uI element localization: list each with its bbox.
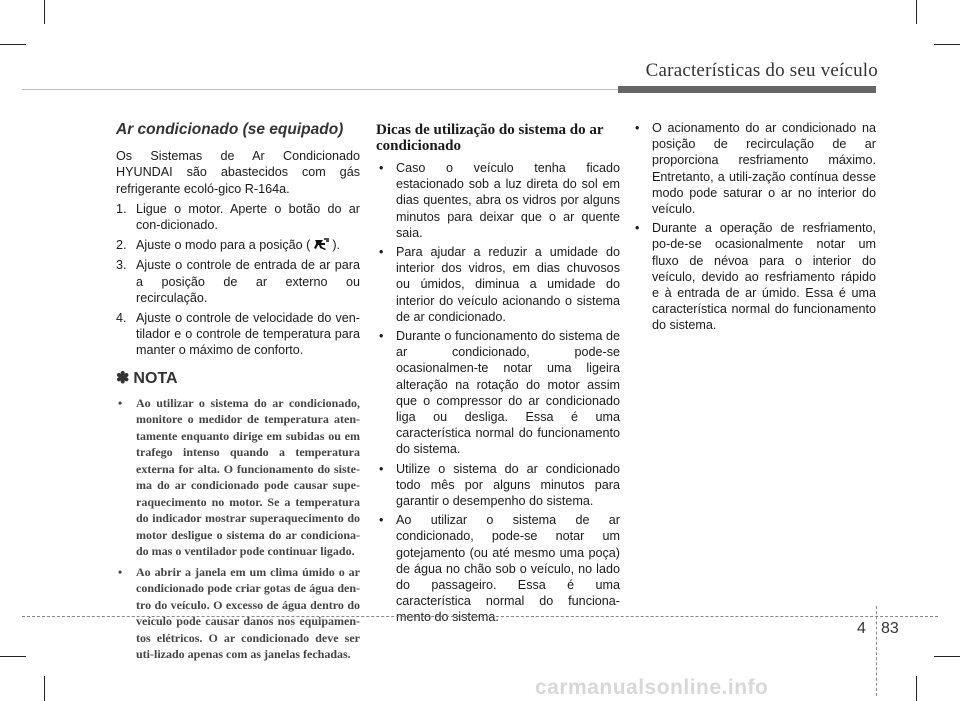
step-number: 1. bbox=[116, 201, 127, 216]
section-title: Ar condicionado (se equipado) bbox=[116, 121, 344, 138]
step-item bbox=[116, 237, 360, 253]
crop-mark bbox=[44, 0, 45, 24]
crop-mark bbox=[934, 656, 960, 657]
bullet: • bbox=[379, 329, 384, 344]
bullet: • bbox=[118, 564, 123, 579]
step-text: Ajuste o controle de velocidade do ven-tilador e o controle de temperatura para manter o máximo de conforto. bbox=[136, 311, 360, 358]
tip-text: Caso o veículo tenha ficado estacionado sob a luz direta do sol em dias quentes, abra os vidros por alguns minutos para deixar que o ar quente saia. bbox=[396, 161, 620, 240]
tip-text: O acionamento do ar condicionado na posição de recirculação de ar proporciona resfriamento máximo. Entretanto, a utili-zação contínua desse modo pode saturar o ar no interior do veículo. bbox=[652, 121, 876, 217]
nota-label: NOTA bbox=[133, 369, 178, 387]
tip-text: Durante o funcionamento do sistema de ar condicionado, pode-se ocasionalmen-te notar uma ligeira alteração na rotação do motor assim que o compressor do ar condicionado liga ou desliga. Essa é uma característica normal do funcionamento do sistema. bbox=[396, 329, 620, 457]
tips-list-continued bbox=[632, 120, 876, 334]
nota-item bbox=[116, 395, 360, 560]
step-text: Ajuste o controle de entrada de ar para a posição de ar externo ou recirculação. bbox=[136, 258, 360, 305]
step-number: 2. bbox=[116, 238, 127, 253]
footer-rule bbox=[22, 616, 938, 617]
nota-heading bbox=[116, 371, 360, 387]
tip-text: Durante a operação de resfriamento, po-de-se ocasionalmente notar um fluxo de névoa para o interior do veículo, devido ao resfriamento rápido e à entrada de ar úmido. Essa é uma característica normal do funcionamento do sistema. bbox=[652, 221, 876, 333]
tip-text: Para ajudar a reduzir a umidade do interior dos vidros, em dias chuvosos ou úmidos, diminua a umidade do interior do veículo acionando o sistema de ar condicionado. bbox=[396, 245, 620, 324]
watermark: carmanualsonline.info bbox=[535, 676, 769, 699]
bullet: • bbox=[635, 221, 640, 236]
tip-text: Ao utilizar o sistema de ar condicionado, pode-se notar um gotejamento (ou até mesmo uma poça) de água no chão sob o veículo, no lado do passageiro. Essa é uma característica normal do funciona-mento do sistema. bbox=[396, 513, 620, 625]
step-number: 3. bbox=[116, 258, 127, 273]
header-bar bbox=[618, 86, 876, 93]
vent-floor-mode-icon bbox=[312, 238, 330, 251]
step-text: Ligue o motor. Aperte o botão do ar con-dicionado. bbox=[136, 201, 360, 233]
tip-item bbox=[632, 220, 876, 333]
tip-item bbox=[376, 461, 620, 510]
section-title: Dicas de utilização do sistema do ar condicionado bbox=[376, 122, 604, 154]
crop-mark bbox=[0, 44, 26, 45]
tip-item bbox=[376, 512, 620, 625]
bullet: • bbox=[379, 161, 384, 175]
crop-mark bbox=[0, 656, 26, 657]
crop-mark bbox=[934, 44, 960, 45]
tip-item bbox=[376, 244, 620, 325]
nota-text: Ao abrir a janela em um clima úmido o ar condicionado pode criar gotas de água den-tro do veículo. O excesso de água dentro do veículo pode causar danos nos equipamen-tos elétricos. O ar condicionado deve ser uti-lizado apenas com as janelas fechadas. bbox=[136, 564, 360, 662]
step-text: Ajuste o modo para a posição ( bbox=[136, 238, 311, 253]
step-number: 4. bbox=[116, 311, 127, 326]
nota-text: Ao utilizar o sistema do ar condicionado, monitore o medidor de temperatura aten-tamente enquanto dirige em subidas ou em trafego intenso quando a temperatura externa for alta. O funcionamento do siste-ma do ar condicionado pode causar supe-raquecimento no motor. Se a temperatura do indicador mostrar superaquecimento do motor desligue o sistema do ar condiciona-do mas o ventilador pode continuar ligado. bbox=[136, 395, 360, 559]
step-item bbox=[116, 310, 360, 359]
steps-list bbox=[116, 201, 360, 359]
step-item bbox=[116, 201, 360, 233]
crop-mark bbox=[44, 676, 45, 701]
bullet: • bbox=[118, 395, 123, 410]
tip-item bbox=[376, 160, 620, 241]
bullet: • bbox=[379, 513, 384, 528]
intro-paragraph: Os Sistemas de Ar Condicionado HYUNDAI são abastecidos com gás refrigerante ecoló-gico R-164a. bbox=[116, 149, 360, 196]
step-item bbox=[116, 257, 360, 306]
crop-mark bbox=[916, 0, 917, 24]
column-right bbox=[632, 120, 876, 337]
tip-text: Utilize o sistema do ar condicionado todo mês por alguns minutos para garantir o desempenho do sistema. bbox=[396, 461, 620, 509]
tips-list bbox=[376, 160, 620, 626]
step-text-end: ). bbox=[332, 238, 341, 253]
chapter-number: 4 bbox=[857, 620, 866, 637]
crop-mark bbox=[916, 676, 917, 701]
column-middle bbox=[376, 120, 620, 629]
tip-item bbox=[632, 120, 876, 217]
page-number: 83 bbox=[881, 620, 899, 637]
nota-list bbox=[116, 395, 360, 663]
footer-divider bbox=[876, 606, 877, 696]
header-rule bbox=[22, 89, 618, 90]
bullet: • bbox=[379, 461, 384, 476]
column-left bbox=[116, 120, 360, 667]
bullet: • bbox=[379, 245, 384, 260]
bullet: • bbox=[635, 121, 640, 135]
page-header-title: Características do seu veículo bbox=[645, 60, 878, 81]
nota-item bbox=[116, 564, 360, 663]
asterisk-icon: ✽ bbox=[116, 369, 130, 387]
tip-item bbox=[376, 328, 620, 458]
